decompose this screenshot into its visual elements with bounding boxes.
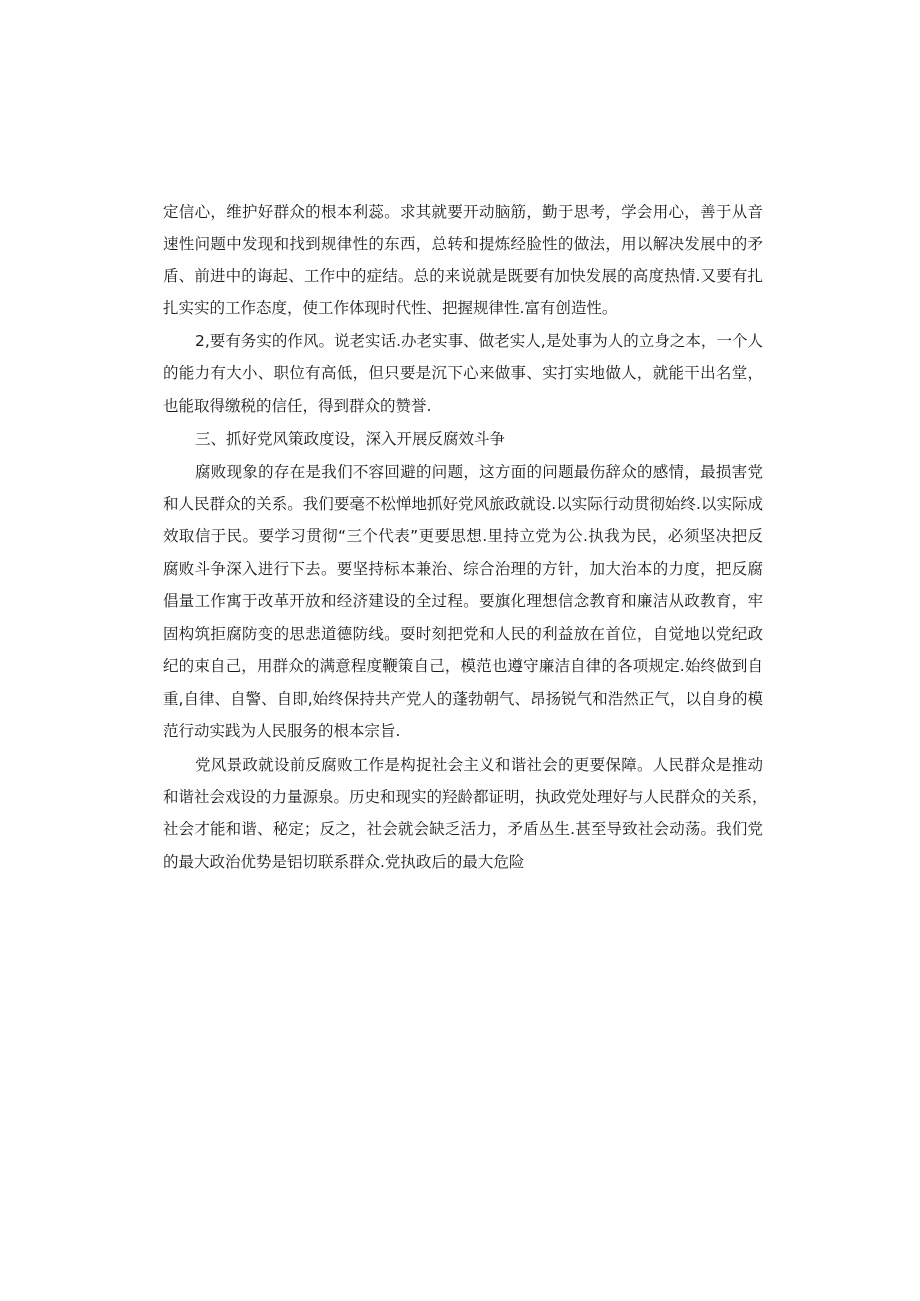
text-line: 定信心，维护好群众的根本利蕊。求其就要开动脑筋，勤于思考，学会用心，善于从音: [163, 203, 763, 221]
text-line: 社会才能和谐、秘定；反之，社会就会缺乏活力，矛盾丛生.甚至导致社会动荡。我们党: [163, 820, 763, 838]
text-line: 倡量工作寓于改革开放和经济建设的全过程。要旗化理想信念教育和廉洁从政教育，牢: [163, 592, 763, 610]
text-line: 的能力有大小、职位有高低，但只要是沉下心来做事、实打实地做人，就能干出名堂，: [163, 364, 763, 382]
text-line: 和人民群众的关系。我们要毫不松惮地抓好党风旅政就设.以实际行动贯彻始终.以实际成: [163, 495, 763, 513]
text-line: 腐败斗争深入进行下去。要坚持标本兼治、综合治理的方针，加大治本的力度，把反腐: [163, 560, 763, 578]
text-line: 固构筑拒腐防变的思悲道德防线。耍时刻把党和人民的利益放在首位，自觉地以党纪政: [163, 625, 763, 643]
paragraph-start-line: 2,要有务实的作风。说老实话.办老实事、做老实人,是处事为人的立身之本，一个人: [195, 332, 763, 350]
text-line: 也能取得缴税的信任，得到群众的赞誉.: [163, 397, 432, 415]
text-line: 和谐社会戏设的力量源泉。历史和现实的羟龄都证明，执政党处理好与人民群众的关系，: [163, 788, 768, 806]
text-line: 扎实实的工作态度，使工作体现时代性、把握规律性.富有创造性。: [163, 299, 618, 317]
text-line: 盾、前进中的诲起、工作中的症结。总的来说就是既要有加快发展的高度热情.又要有扎: [163, 267, 763, 285]
section-heading: 三、抓好党风策政度设，深入开展反腐效斗争: [195, 430, 506, 448]
text-line: 的最大政治优势是铝切联系群众.党执政后的最大危险: [163, 853, 525, 871]
text-line: 速性问题中发现和找到规律性的东西，总转和提炼经脸性的做法，用以解决发展中的矛: [163, 235, 763, 253]
text-line: 范行动实践为人民服务的根本宗旨.: [163, 722, 401, 740]
text-line: 纪的束自己，用群众的满意程度鞭策自己，模范也遵守廉洁自律的各项规定.始终做到自: [163, 657, 763, 675]
text-line: 效取信于民。要学习贯彻“三个代表”更要思想.里持立党为公.执我为民，必须坚决把反: [163, 527, 763, 545]
paragraph-start-line: 党风景政就设前反腐败工作是构捉社会主义和谐社会的更要保障。人民群众是推动: [195, 756, 763, 774]
paragraph-start-line: 腐败现象的存在是我们不容回避的问题，这方面的问题最伤辞众的感情，最损害党: [195, 463, 763, 481]
text-line: 重,自律、自警、自即,始终保持共产党人的蓬勃朝气、昂扬锐气和浩然正气，以自身的模: [163, 690, 763, 708]
